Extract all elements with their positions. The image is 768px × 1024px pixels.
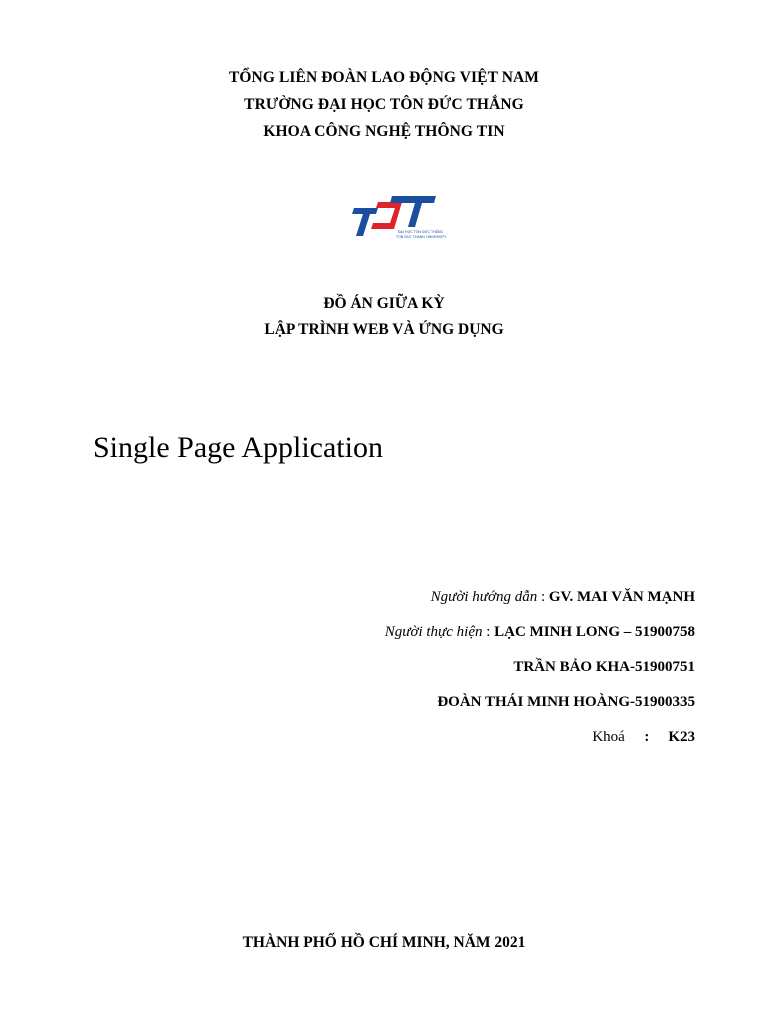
advisor-name: GV. MAI VĂN MẠNH: [548, 589, 695, 605]
faculty-name: KHOA CÔNG NGHỆ THÔNG TIN: [263, 123, 505, 140]
course-label: Khoá: [592, 729, 625, 745]
project-block: [0, 293, 768, 345]
performer-label: Người thực hiện: [384, 624, 483, 640]
svg-text:ĐẠI HỌC TÔN ĐỨC THẮNG: ĐẠI HỌC TÔN ĐỨC THẮNG: [398, 230, 444, 234]
svg-text:TON DUC THANG UNIVERSITY: TON DUC THANG UNIVERSITY: [396, 235, 447, 239]
federation-name: TỔNG LIÊN ĐOÀN LAO ĐỘNG VIỆT NAM: [228, 69, 540, 86]
author-info: [385, 586, 695, 761]
place-and-year: THÀNH PHỐ HỒ CHÍ MINH, NĂM 2021: [242, 934, 526, 951]
course-value: K23: [668, 729, 695, 745]
project-type: ĐỒ ÁN GIỮA KỲ: [323, 295, 445, 312]
subject-name: LẬP TRÌNH WEB VÀ ỨNG DỤNG: [264, 321, 504, 338]
member-1: LẠC MINH LONG – 51900758: [494, 624, 695, 640]
tdt-university-logo: [344, 189, 447, 243]
course-separator: :: [644, 729, 650, 745]
member-row-2: [385, 656, 695, 691]
member-2: TRẦN BẢO KHA-51900751: [513, 659, 695, 675]
course-row: [385, 726, 695, 761]
performer-separator: :: [482, 624, 495, 640]
member-3: ĐOÀN THÁI MINH HOÀNG-51900335: [437, 694, 695, 710]
member-row-3: [385, 691, 695, 726]
advisor-label: Người hướng dẫn: [430, 589, 538, 605]
institution-header: [0, 67, 768, 148]
university-name: TRƯỜNG ĐẠI HỌC TÔN ĐỨC THẮNG: [244, 96, 524, 113]
report-title: Single Page Application: [93, 431, 383, 464]
advisor-row: [385, 586, 695, 621]
performer-row: [385, 621, 695, 656]
advisor-separator: :: [537, 589, 549, 605]
